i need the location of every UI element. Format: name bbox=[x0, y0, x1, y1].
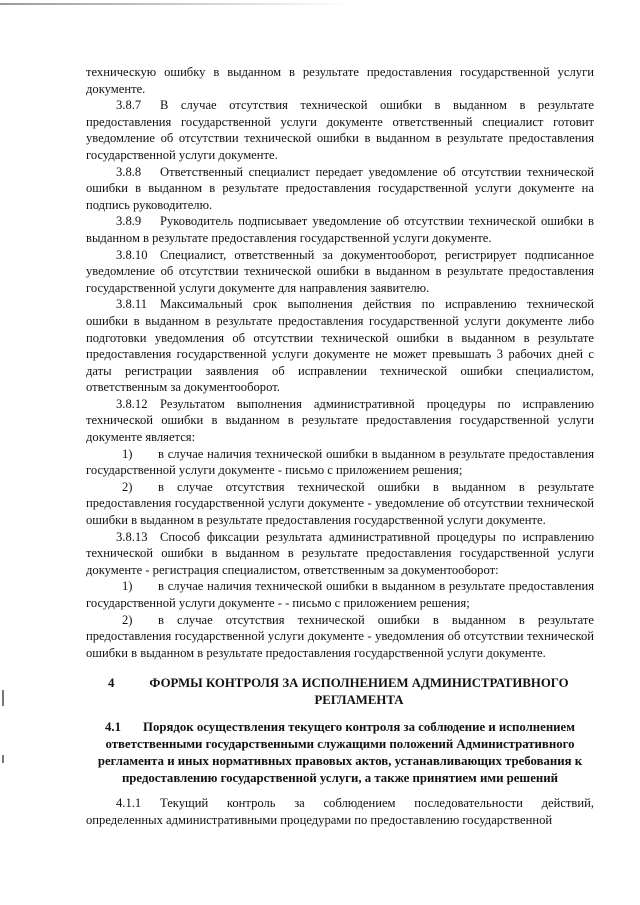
paragraph-text: в случае отсутствия технической ошибки в выданном в результате предоставления государственной услуги документе - уведомление об отсутствии технической ошибки в выданном в результате предоставления государственной услуги документе. bbox=[86, 479, 594, 528]
list-item bbox=[86, 479, 594, 529]
paragraph-number: 3.8.9 bbox=[116, 214, 142, 229]
paragraph bbox=[86, 396, 594, 446]
subsection-number: 4.1 bbox=[105, 720, 122, 735]
paragraph-number: 3.8.7 bbox=[116, 98, 142, 113]
paragraph-number: 4.1.1 bbox=[116, 796, 142, 811]
section-4-heading bbox=[86, 675, 594, 709]
paragraph-text: В случае отсутствия технической ошибки в выданном в результате предоставления государственной услуги документе ответственный специалист готовит уведомление об отсутствии технической ошибки в выданном в результате предоставления государственной услуги документе. bbox=[86, 98, 594, 162]
paragraph-number: 3.8.10 bbox=[116, 247, 148, 262]
paragraph-text: Руководитель подписывает уведомление об отсутствии технической ошибки в выданном в результате предоставления государственной услуги документе. bbox=[86, 214, 594, 245]
scan-edge-top bbox=[0, 3, 640, 5]
paragraph-list bbox=[86, 64, 594, 661]
paragraph-number: 3.8.8 bbox=[116, 164, 142, 179]
list-item bbox=[86, 612, 594, 662]
paragraph-text: в случае наличия технической ошибки в выданном в результате предоставления государственной услуги документе - письмо с приложением решения; bbox=[86, 446, 594, 478]
paragraph-text: Специалист, ответственный за документооборот, регистрирует подписанное уведомление об отсутствии технической ошибки в выданном в результате предоставления государственной услуги документе для направления заявителю. bbox=[86, 247, 594, 295]
paragraph-text: в случае отсутствия технической ошибки в выданном в результате предоставления государственной услуги документе - уведомления об отсутствии технической ошибки в выданном в результате предоставления государственной услуги документе. bbox=[86, 612, 594, 660]
paragraph bbox=[86, 296, 594, 396]
list-item bbox=[86, 446, 594, 479]
paragraph-number: 3.8.11 bbox=[116, 297, 148, 312]
paragraph bbox=[86, 213, 594, 246]
scan-mark-left bbox=[2, 690, 4, 706]
paragraph-text: Максимальный срок выполнения действия по исправлению технической ошибки в выданном в результате предоставления государственной услуги документе либо подготовки уведомления об отсутствии технической ошибки в выданном в результате предоставления государственной услуги документе не может превышать 3 рабочих дней с даты регистрации заявления об исправлении технической ошибки специалистом, ответственным за документооборот. bbox=[86, 297, 594, 395]
paragraph-text: Текущий контроль за соблюдением последовательности действий, определенных административными процедурами по предоставлению государственной bbox=[86, 796, 594, 827]
section-number: 4 bbox=[108, 676, 115, 691]
paragraph-text: в случае наличия технической ошибки в выданном в результате предоставления государственной услуги документе - - письмо с приложением решения; bbox=[86, 579, 594, 610]
paragraph-number: 1) bbox=[122, 446, 133, 461]
paragraph-text: Ответственный специалист передает уведомление об отсутствии технической ошибки в выданном в результате предоставления государственной услуги документе на подпись руководителю. bbox=[86, 164, 594, 212]
section-title: ФОРМЫ КОНТРОЛЯ ЗА ИСПОЛНЕНИЕМ АДМИНИСТРАТИВНОГО РЕГЛАМЕНТА bbox=[149, 676, 569, 708]
paragraph bbox=[86, 64, 594, 97]
paragraph-text: техническую ошибку в выданном в результате предоставления государственной услуги документе. bbox=[86, 65, 594, 96]
subsection-title: Порядок осуществления текущего контроля за соблюдение и исполнением ответственными государственными служащими положений Административного регламента и иных нормативных правовых актов, устанавливающих требования к предоставлению государственной услуги, а также принятием ими решений bbox=[97, 720, 583, 786]
subsection-4-1-heading bbox=[86, 719, 594, 787]
paragraph-number: 2) bbox=[122, 612, 133, 627]
scan-mark-left bbox=[2, 755, 4, 763]
paragraph-number: 3.8.13 bbox=[116, 529, 148, 544]
list-item bbox=[86, 578, 594, 611]
paragraph-number: 1) bbox=[122, 579, 133, 594]
paragraph bbox=[86, 247, 594, 297]
document-page bbox=[86, 64, 594, 829]
paragraph-number: 3.8.12 bbox=[116, 396, 148, 411]
paragraph bbox=[86, 164, 594, 214]
paragraph-text: Способ фиксации результата административной процедуры по исправлению технической ошибки в выданном в результате предоставления государственной услуги документе - регистрация специалистом, ответственным за документооборот: bbox=[86, 529, 594, 577]
paragraph-text: Результатом выполнения административной процедуры по исправлению технической ошибки в выданном в результате предоставления государственной услуги документе является: bbox=[86, 396, 594, 445]
paragraph bbox=[86, 97, 594, 163]
paragraph bbox=[86, 529, 594, 579]
paragraph-4-1-1 bbox=[86, 795, 594, 828]
paragraph-number: 2) bbox=[122, 479, 133, 494]
